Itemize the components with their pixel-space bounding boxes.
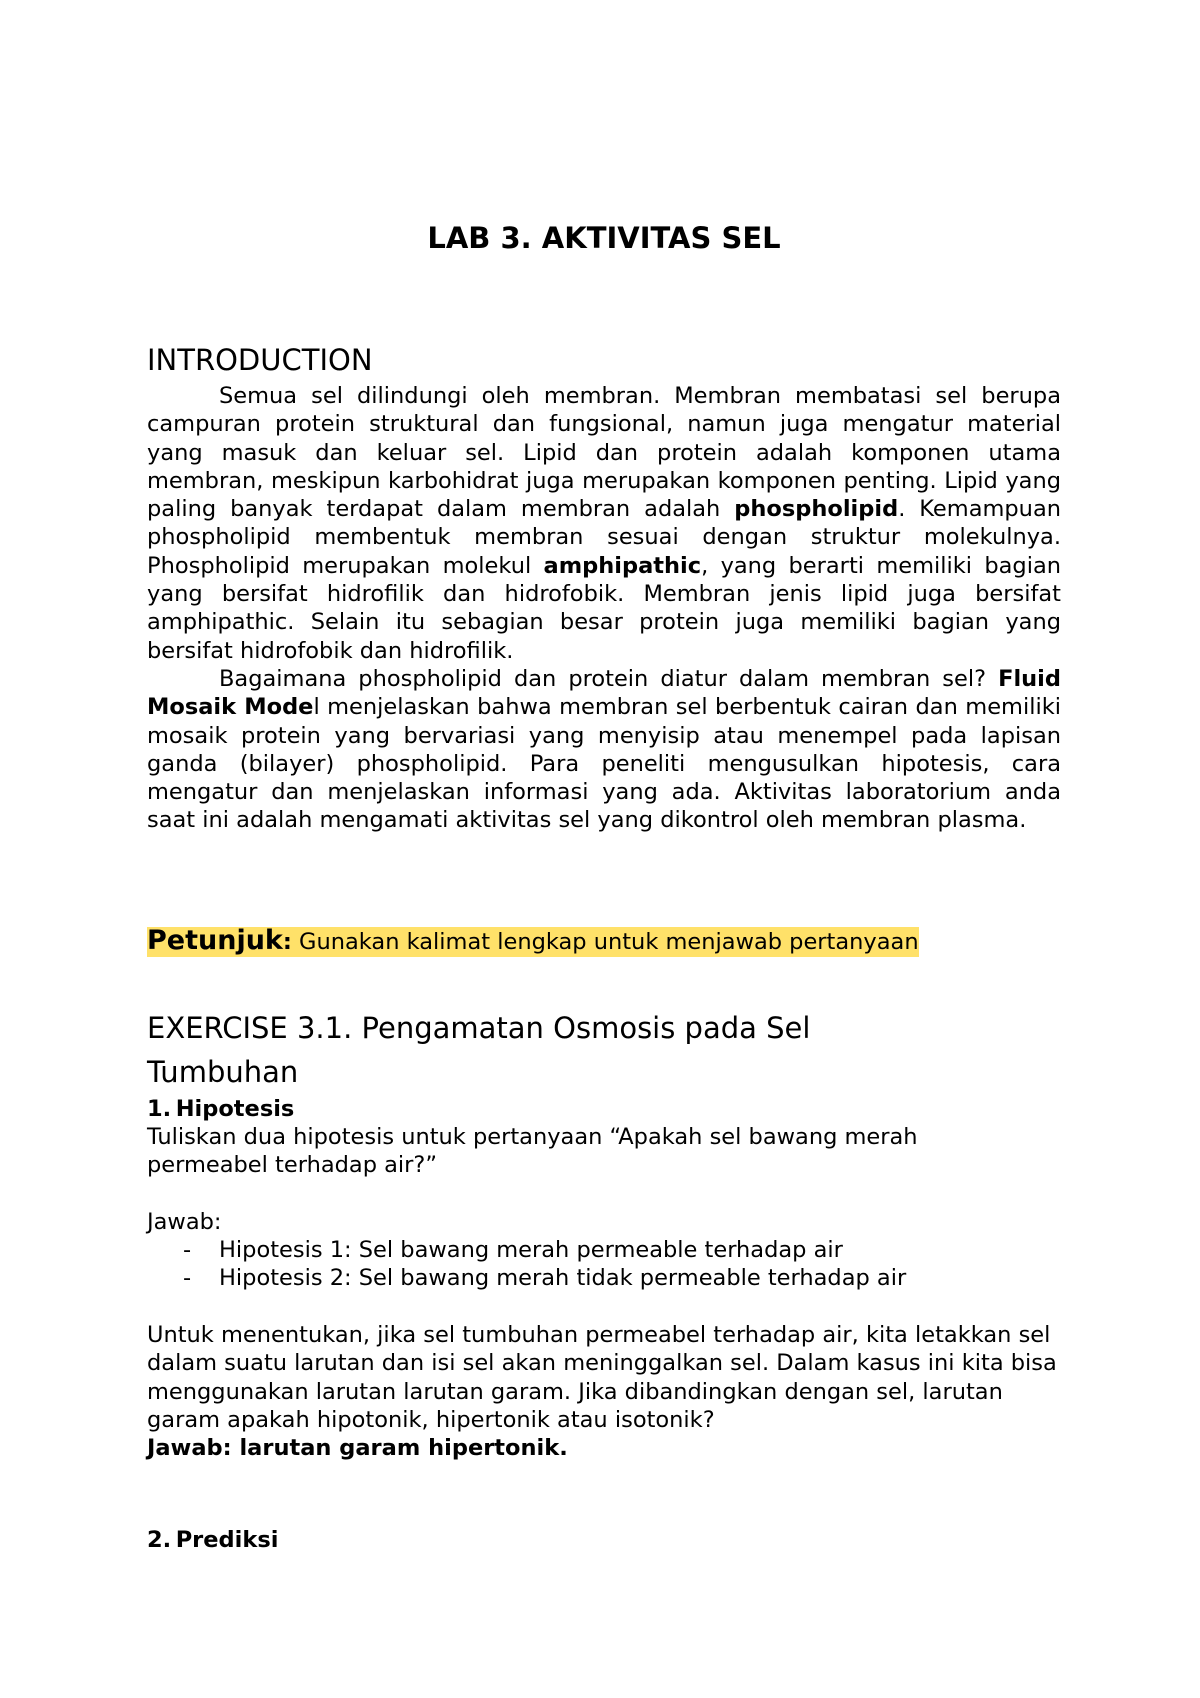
final-answer: Jawab: larutan garam hipertonik. xyxy=(147,1435,568,1462)
question-text: Tuliskan dua hipotesis untuk pertanyaan “Apakah sel bawang merah permeabel terhadap air?” xyxy=(147,1124,918,1179)
hypothesis-list xyxy=(147,1236,906,1293)
hypothesis-1: Hipotesis 1: Sel bawang merah permeable terhadap air xyxy=(219,1237,843,1263)
text-run: , yang berarti memiliki bagian yang bersifat hidrofilik dan hidrofobik. Membran jenis lipid juga bersifat amphipathic. Selain itu sebagian besar protein juga memiliki bagian yang bersifat hidrofobik dan hidrofilik. xyxy=(147,552,1061,664)
bullet-dash: - xyxy=(183,1237,192,1263)
solution-text: Untuk menentukan, jika sel tumbuhan permeabel terhadap air, kita letakkan sel dalam suatu larutan dan isi sel akan meninggalkan sel. Dalam kasus ini kita bisa menggunakan larutan larutan garam. Jika dibandingkan dengan sel, larutan garam apakah hipotonik, hipertonik atau isotonik? xyxy=(147,1322,1057,1433)
text-run: Semua sel dilindungi oleh membran. Membran membatasi sel berupa campuran protein struktural dan fungsional, namun juga mengatur material yang masuk dan keluar sel. Lipid dan protein adalah komponen utama membran, meskipun karbohidrat juga merupakan komponen penting. Lipid yang paling banyak terdapat dalam membran adalah xyxy=(147,383,1061,523)
hint-highlight xyxy=(147,927,919,957)
answer-label: Jawab: xyxy=(147,1209,222,1235)
introduction-body xyxy=(147,382,1061,835)
term-phospholipid: phospholipid xyxy=(734,496,899,523)
hypothesis-heading: 1. Hipotesis xyxy=(147,1096,295,1122)
instruction-hint xyxy=(147,923,919,960)
hint-label: Petunjuk xyxy=(147,925,283,956)
hint-text: Gunakan kalimat lengkap untuk menjawab pertanyaan xyxy=(291,929,919,955)
hypothesis-2: Hipotesis 2: Sel bawang merah tidak permeable terhadap air xyxy=(219,1265,907,1292)
introduction-paragraph-1 xyxy=(147,382,1061,665)
hypothesis-question xyxy=(147,1123,1007,1180)
term-fluid-mosaic-model: Fluid Mosaik Mode xyxy=(147,665,1061,721)
solution-paragraph xyxy=(147,1321,1061,1462)
introduction-paragraph-2 xyxy=(147,665,1061,835)
bullet-dash: - xyxy=(183,1265,192,1292)
hint-colon: : xyxy=(282,929,292,955)
list-item xyxy=(147,1264,906,1292)
prediction-heading: 2. Prediksi xyxy=(147,1527,279,1553)
text-run: l menjelaskan bahwa membran sel berbentuk cairan dan memiliki mosaik protein yang bervariasi yang menyisip atau menempel pada lapisan ganda (bilayer) phospholipid. Para peneliti mengusulkan hipotesis, cara mengatur dan menjelaskan informasi yang ada. Aktivitas laboratorium anda saat ini adalah mengamati aktivitas sel yang dikontrol oleh membran plasma. xyxy=(147,694,1061,834)
list-item xyxy=(147,1236,906,1264)
introduction-heading: INTRODUCTION xyxy=(147,343,373,377)
text-run: Bagaimana phospholipid dan protein diatur dalam membran sel? xyxy=(219,665,999,692)
term-amphipathic: amphipathic xyxy=(543,552,702,579)
text-run: . Kemampuan phospholipid membentuk membran sesuai dengan struktur molekulnya. Phospholipid merupakan molekul xyxy=(147,496,1061,579)
document-title: LAB 3. AKTIVITAS SEL xyxy=(427,221,781,255)
exercise-heading: EXERCISE 3.1. Pengamatan Osmosis pada Sel Tumbuhan xyxy=(147,1011,811,1089)
